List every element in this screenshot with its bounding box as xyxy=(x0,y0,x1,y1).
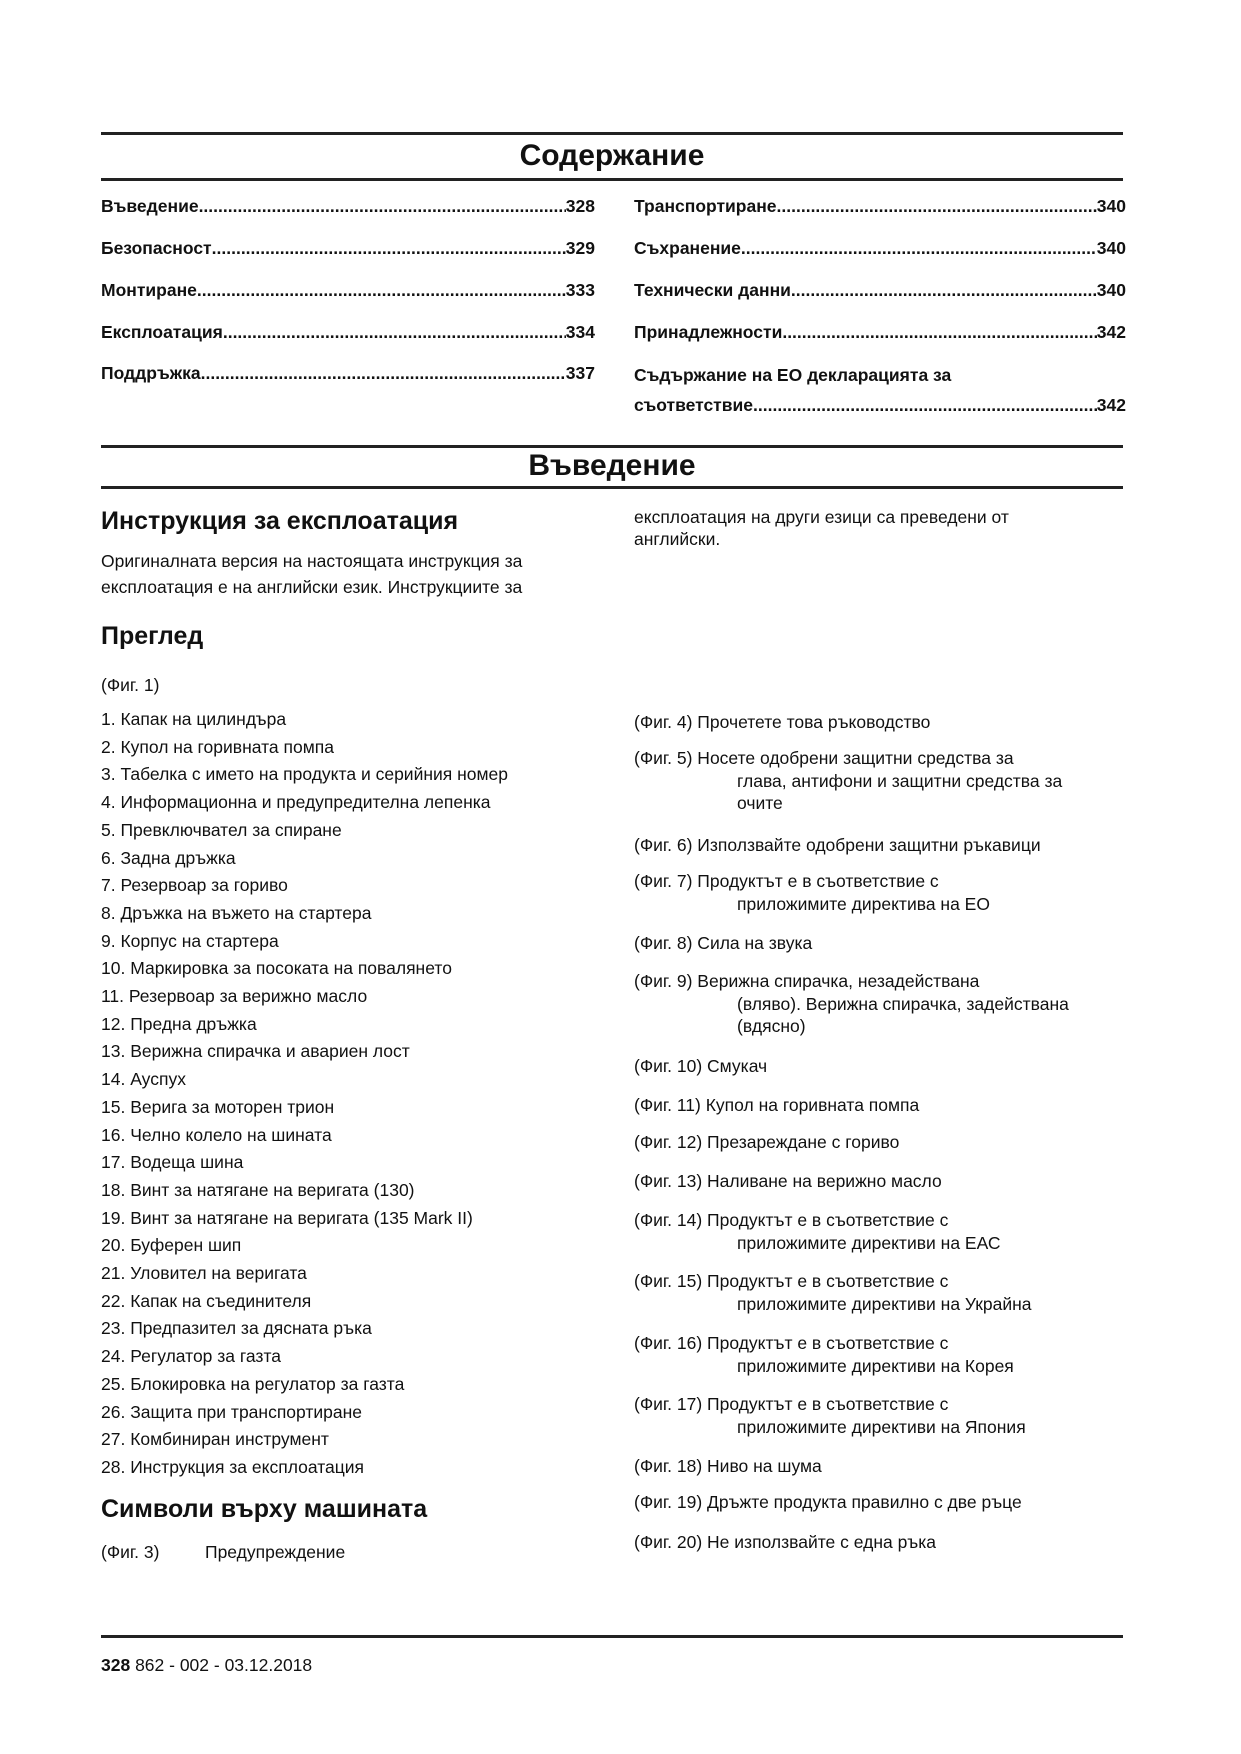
symbol-fig-line: очите xyxy=(737,793,783,813)
symbol-fig-item xyxy=(634,1332,1014,1377)
overview-list-item: 15. Верига за моторен трион xyxy=(101,1096,335,1117)
toc-entry-label[interactable]: Принадлежности xyxy=(634,322,783,342)
symbol-fig-line: (Фиг. 15) Продуктът е в съответствие с xyxy=(634,1271,949,1291)
symbol-fig-line: приложимите директива на ЕО xyxy=(737,893,990,914)
symbol-fig-item xyxy=(634,1531,936,1554)
toc-entry[interactable] xyxy=(101,362,595,384)
toc-entry-label[interactable]: съответствие xyxy=(634,395,754,415)
symbol-fig-item xyxy=(634,1170,942,1193)
symbol-fig-line: приложимите директиви на ЕАС xyxy=(737,1232,1001,1253)
symbol-fig-line: (Фиг. 9) Верижна спирачка, незадействана xyxy=(634,971,980,991)
toc-entry-page[interactable]: 342 xyxy=(1096,322,1126,342)
overview-list-item: 14. Ауспух xyxy=(101,1069,186,1090)
symbols-heading: Символи върху машината xyxy=(101,1495,428,1523)
manual-text: експлоатация на други езици са преведени от xyxy=(634,507,1009,527)
toc-leader-dots xyxy=(199,195,566,217)
top-rule xyxy=(101,132,1123,135)
toc-entry-label[interactable]: Съхранение xyxy=(634,238,741,258)
toc-leader-dots xyxy=(791,279,1097,301)
overview-list-item: 19. Винт за натягане на веригата (135 Mark II) xyxy=(101,1207,473,1228)
symbol-fig-item xyxy=(634,747,1062,815)
overview-list-item: 23. Предпазител за дясната ръка xyxy=(101,1318,372,1339)
footer-rule xyxy=(101,1635,1123,1638)
overview-list-item: 4. Информационна и предупредителна лепенка xyxy=(101,792,491,813)
symbol-fig-item xyxy=(634,1209,1001,1254)
toc-entry-page[interactable]: 329 xyxy=(565,238,595,258)
toc-rule xyxy=(101,178,1123,181)
overview-list-item: 12. Предна дръжка xyxy=(101,1013,257,1034)
toc-leader-dots xyxy=(777,195,1097,217)
symbol-fig-line: (Фиг. 16) Продуктът е в съответствие с xyxy=(634,1333,949,1353)
symbol-fig-line: (Фиг. 14) Продуктът е в съответствие с xyxy=(634,1210,949,1230)
toc-entry-page[interactable]: 340 xyxy=(1096,196,1126,216)
toc-entry-label[interactable]: Въведение xyxy=(101,196,199,216)
toc-leader-dots xyxy=(753,394,1097,416)
toc-entry[interactable] xyxy=(101,321,595,343)
section-rule xyxy=(101,486,1123,489)
toc-entry[interactable] xyxy=(634,279,1126,301)
symbol-fig-line: (Фиг. 20) Не използвайте с една ръка xyxy=(634,1532,937,1552)
symbol-fig-line: (Фиг. 4) Прочетете това ръководство xyxy=(634,712,931,732)
symbol-fig-item xyxy=(634,1393,1026,1438)
toc-entry[interactable] xyxy=(634,237,1126,259)
toc-entry[interactable] xyxy=(634,195,1126,217)
overview-list-item: 8. Дръжка на въжето на стартера xyxy=(101,902,372,923)
overview-list-item: 26. Защита при транспортиране xyxy=(101,1401,363,1422)
toc-entry[interactable] xyxy=(101,279,595,301)
overview-fig-ref: (Фиг. 1) xyxy=(101,675,160,695)
overview-list-item: 3. Табелка с името на продукта и серийния номер xyxy=(101,764,509,785)
toc-leader-dots xyxy=(197,279,566,301)
symbol-fig-line: (вляво). Верижна спирачка, задействана xyxy=(737,993,1069,1014)
symbol-fig-item xyxy=(634,970,1069,1038)
overview-list-item: 13. Верижна спирачка и авариен лост xyxy=(101,1041,410,1062)
manual-text: Оригиналната версия на настоящата инструкция за xyxy=(101,551,523,571)
fig3-label: Предупреждение xyxy=(205,1542,346,1562)
symbol-fig-line: приложимите директиви на Корея xyxy=(737,1355,1014,1376)
toc-entry[interactable] xyxy=(634,321,1126,343)
symbol-fig-item xyxy=(634,711,930,734)
symbol-fig-line: приложимите директиви на Украйна xyxy=(737,1293,1032,1314)
manual-text: английски. xyxy=(634,529,721,549)
toc-entry-label[interactable]: Експлоатация xyxy=(101,322,223,342)
footer xyxy=(101,1654,312,1676)
toc-entry-page[interactable]: 337 xyxy=(565,363,595,383)
symbol-fig-item xyxy=(634,834,1041,857)
symbol-fig-item xyxy=(634,1055,767,1078)
toc-entry-page[interactable]: 340 xyxy=(1096,280,1126,300)
symbol-fig-line: приложимите директиви на Япония xyxy=(737,1416,1026,1437)
overview-list-item: 2. Купол на горивната помпа xyxy=(101,736,334,757)
symbol-fig-line: (Фиг. 11) Купол на горивната помпа xyxy=(634,1095,920,1115)
symbol-fig-line: (Фиг. 7) Продуктът е в съответствие с xyxy=(634,871,939,891)
overview-list-item: 16. Челно колело на шината xyxy=(101,1124,332,1145)
symbol-fig-line: (Фиг. 13) Наливане на верижно масло xyxy=(634,1171,942,1191)
symbol-fig-line: (Фиг. 6) Използвайте одобрени защитни ръкавици xyxy=(634,835,1041,855)
symbol-fig-item xyxy=(634,1270,1032,1315)
overview-list-item: 6. Задна дръжка xyxy=(101,847,236,868)
symbol-fig-item xyxy=(634,1094,919,1117)
toc-leader-dots xyxy=(782,321,1096,343)
section-rule xyxy=(101,445,1123,448)
toc-entry[interactable] xyxy=(101,195,595,217)
toc-leader-dots xyxy=(741,237,1097,259)
overview-list-item: 1. Капак на цилиндъра xyxy=(101,709,287,729)
symbol-fig-item xyxy=(634,1455,822,1478)
symbol-fig-line: (Фиг. 8) Сила на звука xyxy=(634,933,813,953)
manual-text: експлоатация е на английски език. Инструкциите за xyxy=(101,577,523,597)
symbol-fig-item xyxy=(634,870,990,915)
overview-list-item: 18. Винт за натягане на веригата (130) xyxy=(101,1179,415,1200)
toc-leader-dots xyxy=(223,321,566,343)
toc-title: Содержание xyxy=(519,139,705,172)
symbol-fig-line: (Фиг. 10) Смукач xyxy=(634,1056,768,1076)
overview-list-item: 24. Регулатор за газта xyxy=(101,1346,282,1367)
toc-leader-dots xyxy=(212,237,566,259)
toc-entry-page[interactable]: 333 xyxy=(565,280,595,300)
toc-entry-label[interactable]: Транспортиране xyxy=(634,196,777,216)
symbol-fig-line: (Фиг. 18) Ниво на шума xyxy=(634,1456,822,1476)
toc-entry[interactable] xyxy=(634,394,1126,416)
footer-doc-info: 862 - 002 - 03.12.2018 xyxy=(130,1655,313,1675)
symbol-fig-line: (вдясно) xyxy=(737,1016,806,1036)
symbol-fig-line: (Фиг. 19) Дръжте продукта правилно с две ръце xyxy=(634,1492,1022,1512)
overview-list-item: 27. Комбиниран инструмент xyxy=(101,1429,329,1450)
overview-heading: Преглед xyxy=(101,622,204,650)
section-title: Въведение xyxy=(528,449,696,482)
overview-list-item: 10. Маркировка за посоката на повалянето xyxy=(101,958,452,979)
toc-entry-page[interactable]: 342 xyxy=(1096,395,1126,415)
toc-entry-page[interactable]: 340 xyxy=(1096,238,1126,258)
symbol-fig-item xyxy=(634,1491,1022,1514)
overview-list-item: 25. Блокировка на регулатор за газта xyxy=(101,1373,405,1394)
symbol-fig-line: глава, антифони и защитни средства за xyxy=(737,770,1063,791)
overview-list-item: 17. Водеща шина xyxy=(101,1152,244,1173)
toc-entry-label[interactable]: Монтиране xyxy=(101,280,197,300)
overview-list-item: 20. Буферен шип xyxy=(101,1235,242,1256)
footer-page-number: 328 xyxy=(101,1655,131,1675)
toc-entry-page[interactable]: 328 xyxy=(565,196,595,216)
toc-entry-page[interactable]: 334 xyxy=(565,322,595,342)
overview-list-item: 22. Капак на съединителя xyxy=(101,1290,312,1311)
overview-list-item: 28. Инструкция за експлоатация xyxy=(101,1456,365,1477)
fig3-ref: (Фиг. 3) xyxy=(101,1542,160,1562)
symbol-fig-line: (Фиг. 17) Продуктът е в съответствие с xyxy=(634,1394,949,1414)
toc-entry-label[interactable]: Технически данни xyxy=(634,280,791,300)
overview-list-item: 11. Резервоар за верижно масло xyxy=(101,986,368,1006)
toc-entry[interactable] xyxy=(101,237,595,259)
toc-entry-label[interactable]: Безопасност xyxy=(101,238,212,258)
manual-heading: Инструкция за експлоатация xyxy=(101,507,459,535)
symbol-fig-item xyxy=(634,1131,899,1154)
symbol-fig-item xyxy=(634,932,812,955)
toc-entry-label-line1[interactable]: Съдържание на ЕО декларацията за xyxy=(634,365,952,385)
toc-leader-dots xyxy=(201,362,566,384)
overview-list-item: 5. Превключвател за спиране xyxy=(101,819,342,840)
overview-list-item: 9. Корпус на стартера xyxy=(101,930,279,951)
overview-list-item: 21. Уловител на веригата xyxy=(101,1263,307,1283)
toc-entry-label[interactable]: Поддръжка xyxy=(101,363,201,383)
overview-list-item: 7. Резервоар за гориво xyxy=(101,875,288,896)
symbol-fig-line: (Фиг. 5) Носете одобрени защитни средства за xyxy=(634,748,1014,768)
symbol-fig-line: (Фиг. 12) Презареждане с гориво xyxy=(634,1132,900,1152)
